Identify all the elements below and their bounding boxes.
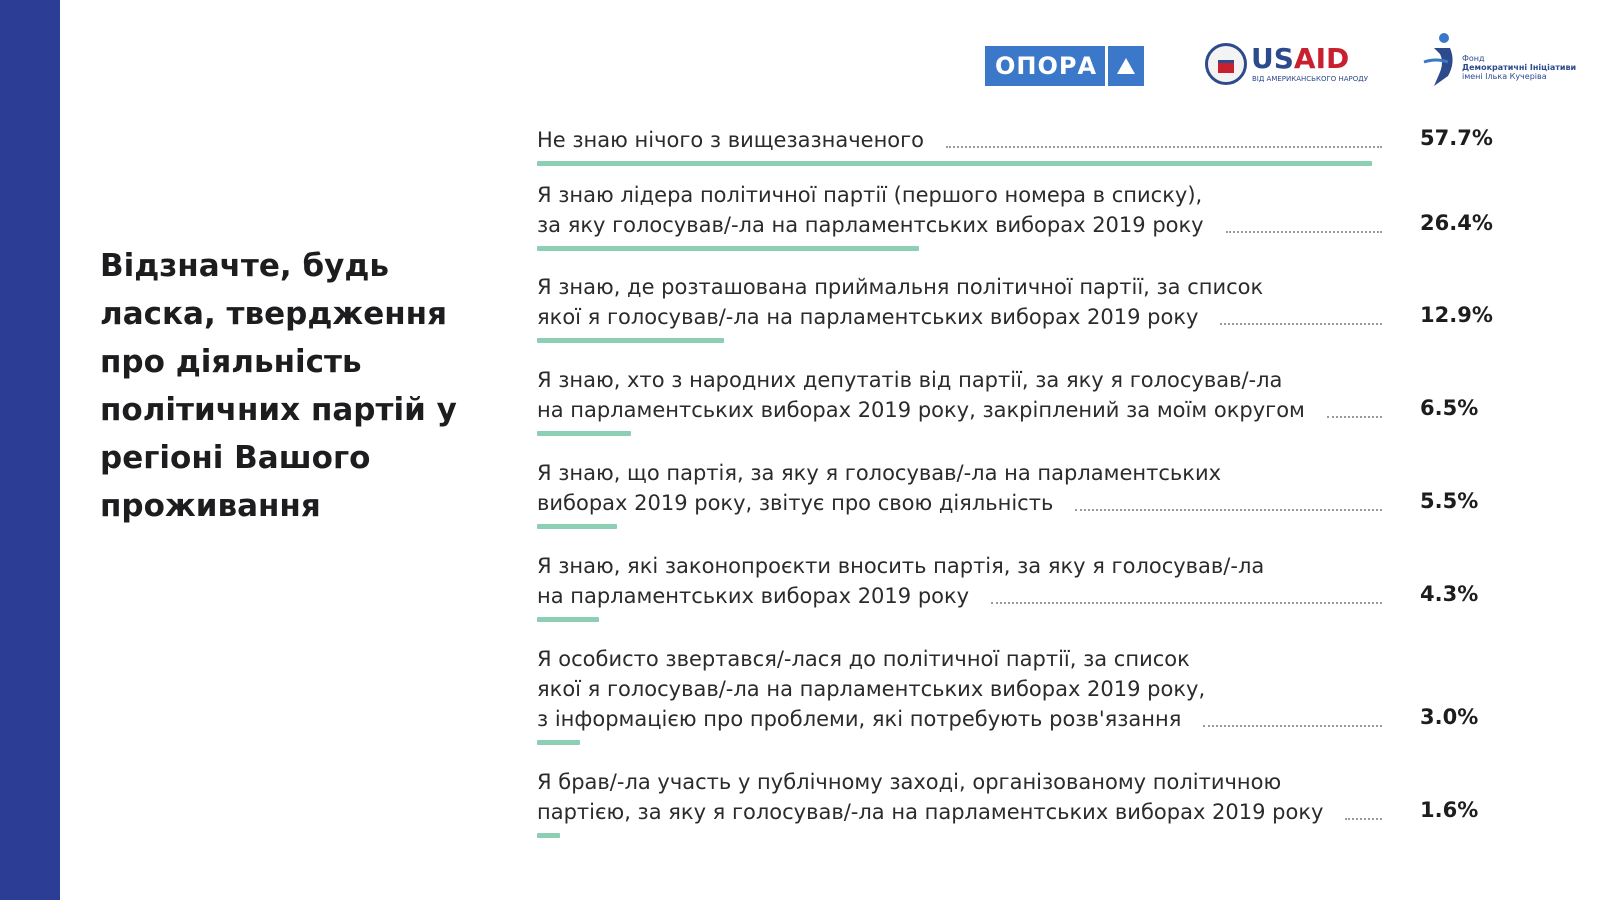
- value-label: 6.5%: [1420, 396, 1479, 420]
- bar: [537, 833, 560, 838]
- value-label: 3.0%: [1420, 705, 1479, 729]
- bar: [537, 246, 919, 251]
- bar-label: Я знаю, де розташована приймальня політичної партії, за список якої я голосував/-ла на парламентських виборах 2019 року: [537, 275, 1264, 329]
- bar: [537, 617, 599, 622]
- dotted-leader: [1327, 416, 1382, 418]
- opora-logo-text: ОПОРА: [995, 52, 1098, 80]
- bar: [537, 431, 631, 436]
- value-label: 5.5%: [1420, 489, 1479, 513]
- bar: [537, 338, 724, 343]
- bar-label: Я знаю, хто з народних депутатів від партії, за яку я голосував/-ла на парламентських виборах 2019 року, закріплений за моїм округом: [537, 368, 1305, 422]
- value-label: 57.7%: [1420, 126, 1493, 150]
- dotted-leader: [1203, 725, 1382, 727]
- question-title: Відзначте, будь ласка, твердження про діяльність політичних партій у регіоні Вашого проживання: [100, 248, 457, 524]
- usaid-logo-aid: AID: [1293, 42, 1350, 75]
- usaid-logo-subtitle: ВІД АМЕРИКАНСЬКОГО НАРОДУ: [1252, 75, 1368, 83]
- dotted-leader: [1226, 231, 1382, 233]
- bar: [537, 161, 1372, 166]
- fund-logo-line3: імені Ілька Кучеріва: [1462, 72, 1547, 81]
- value-label: 12.9%: [1420, 303, 1493, 327]
- bar-label: Я брав/-ла участь у публічному заході, організованому політичною партією, за яку я голосував/-ла на парламентських виборах 2019 року: [537, 770, 1324, 824]
- dotted-leader: [946, 146, 1382, 148]
- bar-label: Я особисто звертався/-лася до політичної партії, за список якої я голосував/-ла на парламентських виборах 2019 року, з інформацією про проблеми, які потребують розв'язання: [537, 647, 1206, 731]
- bar: [537, 740, 580, 745]
- dotted-leader: [1220, 323, 1382, 325]
- bar-label: Я знаю, які законопроєкти вносить партія, за яку я голосував/-ла на парламентських виборах 2019 року: [537, 554, 1265, 608]
- dotted-leader: [1075, 509, 1382, 511]
- bar: [537, 524, 617, 529]
- dotted-leader: [1345, 818, 1382, 820]
- bar-label: Я знаю лідера політичної партії (першого номера в списку), за яку голосував/-ла на парламентських виборах 2019 року: [537, 183, 1204, 237]
- bar-label: Я знаю, що партія, за яку я голосував/-ла на парламентських виборах 2019 року, звітує про свою діяльність: [537, 461, 1222, 515]
- value-label: 4.3%: [1420, 582, 1479, 606]
- bar-label: Не знаю нічого з вищезазначеного: [537, 128, 925, 152]
- dotted-leader: [991, 602, 1382, 604]
- value-label: 1.6%: [1420, 798, 1479, 822]
- usaid-logo-us: US: [1251, 42, 1294, 75]
- fund-logo-line1: Фонд: [1462, 54, 1485, 63]
- value-label: 26.4%: [1420, 211, 1493, 235]
- fund-logo-line2: Демократичні Ініціативи: [1462, 63, 1577, 72]
